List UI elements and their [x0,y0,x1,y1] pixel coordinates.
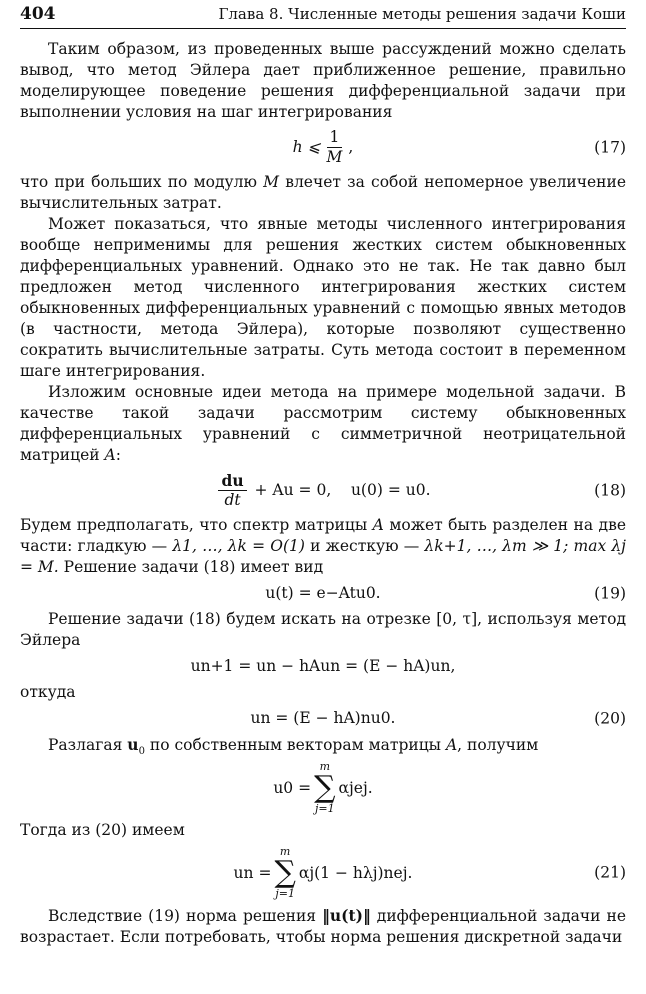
u0-rhs: αjej. [338,778,373,797]
stiff-spectrum: λk+1, …, λm ≫ 1; [424,537,569,555]
p2-text-b: влечет за собой непомерное увеличение вычислительных затрат. [20,173,627,212]
eq20-body: un = (E − hA)nu0. [250,709,396,727]
eq17-tail: , [348,138,354,156]
symbol-A: A [372,516,384,534]
paragraph-3: Может показаться, что явные методы численного интегрирования вообще неприменимы для решения жестких систем обыкновенных дифференциальных уравнений. Однако это не так. Не так давно был предложен метод численного интегрирования жестких систем обыкновенных дифференциальных уравнений с помощью явных методов (в частности, метода Эйлера), которые позволяют существенно сократить вычислительные затраты. Суть метода состоит в переменном шаге интегрирования. [20,215,626,380]
eq21-rhs: αj(1 − hλj)nej. [298,863,413,882]
p4-text-a: Изложим основные идеи метода на примере модельной задачи. В качестве такой задачи рассмотрим систему обыкновенных дифференциальных уравнений с симметричной неотрицательной матрицей [20,383,626,464]
paragraph-4: Изложим основные идеи метода на примере модельной задачи. В качестве такой задачи рассмотрим систему обыкновенных дифференциальных уравнений с симметричной неотрицательной матрицей A: [20,383,626,464]
paragraph-5 [20,515,626,578]
paragraph-6: Решение задачи (18) будем искать на отрезке [0, τ], используя метод Эйлера [20,610,626,649]
running-title: Глава 8. Численные методы решения задачи Коши [218,5,626,23]
equation-19 [20,583,626,604]
paragraph-9: Тогда из (20) имеем [20,821,185,839]
eq17-denominator: M [326,148,343,166]
p8-text-c: , получим [457,736,539,754]
smooth-spectrum: λ1, …, λk = O(1) [172,537,305,555]
euler-body: un+1 = un − hAun = (E − hA)un, [190,657,456,675]
p5-text-b: может быть разделен на две части: гладкую — [20,516,626,555]
sum-symbol [274,846,295,900]
running-header [20,4,626,29]
sum-lower-limit: j=1 [275,887,295,900]
symbol-A: A [104,446,116,464]
p5-text-d: Решение задачи (18) имеет вид [58,558,324,576]
symbol-A: A [445,736,458,754]
eq18-rest: + Au = 0, u(0) = u0. [249,481,431,499]
p5-text-a: Будем предполагать, что спектр матрицы [20,516,373,534]
symbol-u-sub: 0 [138,746,145,758]
solution-norm: ‖u(t)‖ [322,906,371,925]
p8-text-a: Разлагая [48,736,128,754]
p10-text-b: дифференциальной задачи не возрастает. Если потребовать, чтобы норма решения дискретной задачи [20,907,626,946]
sum-lower-limit: j=1 [314,802,335,815]
eq21-lhs: un = [233,863,272,882]
equation-18 [20,471,626,510]
paragraph-10 [20,905,626,948]
equation-euler [20,656,626,677]
eq17-lhs: h ⩽ [292,138,321,156]
eq18-number: (18) [594,481,626,499]
eq20-number: (20) [594,709,626,727]
symbol-M: M [263,173,280,191]
page [20,0,626,994]
sigma-glyph: ∑ [274,855,296,890]
eq18-denominator: dt [224,491,241,509]
eq19-number: (19) [594,584,626,602]
symbol-u: u [127,735,139,754]
p8-text-b: по собственным векторам матрицы [144,736,446,754]
equation-20 [20,708,626,729]
u0-lhs: u0 = [273,778,312,797]
eq17-numerator: 1 [327,128,343,148]
p5-text-c: и жесткую — [304,537,425,555]
paragraph-1: Таким образом, из проведенных выше рассуждений можно сделать вывод, что метод Эйлера дает приближенное решение, правильно моделирующее поведение решения дифференциальной задачи при выполнении условия на шаг интегрирования [20,40,626,121]
p2-text-a: что при больших по модулю [20,173,264,191]
eq18-fraction [218,471,246,510]
eq21-number: (21) [594,863,626,882]
eq17-number: (17) [594,138,626,156]
paragraph-2 [20,172,626,214]
eq17-fraction [324,128,346,167]
eq18-numerator: du [218,471,246,491]
equation-17 [20,128,626,167]
sigma-glyph: ∑ [314,770,336,805]
paragraph-8 [20,734,626,756]
paragraph-7: откуда [20,683,76,701]
sum-symbol [314,761,335,815]
eq19-body: u(t) = e−Atu0. [265,584,381,602]
p10-text-a: Вследствие (19) норма решения [48,907,323,925]
sum-upper-limit: m [319,760,330,773]
page-number: 404 [20,4,56,24]
sum-upper-limit: m [279,845,291,858]
equation-u0 [20,761,626,815]
equation-21 [20,846,626,900]
max-lambda: max λj = M. [20,537,626,576]
